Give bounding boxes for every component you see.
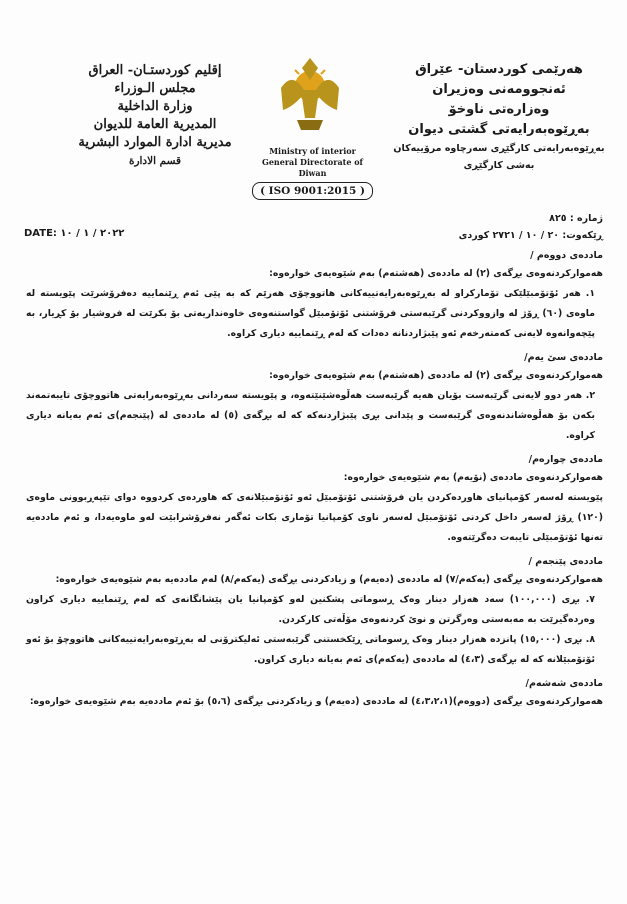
section-title: ماددەی دووەم / (530, 250, 603, 261)
arabic-letterhead (60, 62, 250, 170)
arabic-line: وزارة الداخلية (117, 99, 193, 114)
reference-number: ژمارە : ٨٢٥ (549, 213, 603, 224)
arabic-line: مجلس الـوزراء (114, 81, 196, 96)
kurdish-sub-line: بەڕێوەبەرایەتی کارگێڕی سەرچاوە مرۆییەکان (393, 143, 605, 154)
iso-badge: ( ISO 9001:2015 ) (252, 182, 373, 200)
kurdish-letterhead (389, 60, 609, 174)
arabic-line: إقليم كوردستـان- العراق (88, 63, 222, 78)
kurdish-line: بەڕێوەبەرایەتی گشتی دیوان (408, 122, 590, 137)
letterhead (0, 0, 627, 200)
arabic-line: قسم الادارة (128, 155, 182, 167)
section-title: ماددەی چوارەم/ (528, 454, 603, 465)
kurdish-sub-line: بەشی کارگێڕی (463, 160, 535, 171)
paragraph: ٧. بڕی (١٠٠,٠٠٠) سەد هەزار دینار وەک ڕسوماتی پشکنین لەو کۆمپانیا یان پێشانگانەی کە لەم ڕێنماییە دیاری کراون وەردەگیرێت بە مەبەستی وەرگرتن و نوێ کردنەوەی مۆڵەتی کارکردن. (26, 594, 595, 625)
english-line: General Directorate of Diwan (262, 157, 363, 178)
paragraph: ٨. بڕی (١٥,٠٠٠) پانزدە هەزار دینار وەک ڕسوماتی ڕێکخستنی گرێبەستی ئەلیکترۆنی لە بەڕێوەبەرایەتییەکانی هاتووچۆ بۆ ئەو ئۆتۆمبێلانە کە لە بڕگەی (٤،٣) لە ماددەی (یەکەم)ی ئەم بەیانە دیاری کراون. (26, 634, 595, 665)
kurdish-line: هەرێمی کوردستان- عێراق (415, 62, 583, 77)
arabic-line: مديرية ادارة الموارد البشرية (78, 135, 232, 150)
paragraph: هەموارکردنەوەی ماددەی (نۆیەم) بەم شێوەیەی خوارەوە: (343, 472, 603, 483)
paragraph: ١. هەر ئۆتۆمبێلێکی تۆمارکراو لە بەڕێوەبەرایەتییەکانی هاتووچۆی هەرێم کە بە پێی ئەم ڕێنماییە دەفرۆشرێت پێویستە لە ماوەی (٦٠) ڕۆژ لە وازووکردنی گرێبەستی فرۆشتنی ئۆتۆمبێل گواستنەوەی خاوەنداریەتی بۆ بکرێت لە فروشیار بۆ کڕیار، بە پێچەوانەوە لایەنی کەمتەرخەم ئەو پێبژاردنانە دەدات کە لەم ڕێنماییە دیاری کراوە. (26, 288, 595, 339)
kurdish-line: ئەنجوومەنی وەزیران (432, 82, 566, 97)
paragraph: هەموارکردنەوەی بڕگەی (٢) لە ماددەی (هەشتەم) بەم شێوەیەی خوارەوە: (269, 370, 603, 381)
paragraph: هەموارکردنەوەی بڕگەی (٢) لە ماددەی (هەشتەم) بەم شێوەیەی خوارەوە: (269, 268, 603, 279)
gregorian-date: DATE: ٢٠٢٢ / ١ / ١٠ (24, 228, 125, 239)
paragraph: هەموارکردنەوەی بڕگەی (دووەم)(٤،٣،٢،١) لە ماددەی (دەیەم) و زیادکردنی بڕگەی (٥،٦) بۆ ئەم ماددەیە بەم شێوەیەی خوارەوە: (29, 696, 603, 707)
paragraph: پێویستە لەسەر کۆمپانیای هاوردەکردن یان فرۆشتنی ئۆتۆمبێل ئەو ئۆتۆمبێلانەی کە هاوردەی کردووە دوای تێپەڕبوونی ماوەی (١٢٠) ڕۆژ لەسەر داخل کردنی ئۆتۆمبێل لەسەر ناوی کۆمپانیا تۆماری بکات ئەگەر نەفرۆشرابێت لەو ماوەیەدا، و ئەم ماددەیە تەنها ئۆتۆمبێلی تایبەت دەگرێتەوە. (26, 492, 603, 543)
english-letterhead (250, 146, 375, 200)
section-title: ماددەی شەشەم/ (525, 678, 603, 689)
kurdistan-emblem-icon (275, 50, 345, 140)
arabic-line: المديرية العامة للديوان (93, 117, 217, 132)
paragraph: هەموارکردنەوەی بڕگەی (یەکەم/٧) لە ماددەی (دەیەم) و زیادکردنی بڕگەی (یەکەم/٨) لەم ماددەیە بەم شێوەیەی خوارەوە: (55, 574, 603, 585)
kurdish-date: ڕێکەوت: ٢٠ / ١٠ / ٢٧٢١ کوردی (458, 230, 603, 241)
section-title: ماددەی پێنجەم / (528, 556, 603, 567)
section-title: ماددەی سێ یەم/ (524, 352, 603, 363)
paragraph: ٢. هەر دوو لایەنی گرێبەست بۆیان هەیە گرێبەست هەڵوەشێنێتەوە، و پێویستە سەردانی بەڕێوەبەرایەتی هاتووچۆی تایبەتمەند بکەن بۆ هەڵوەشاندنەوەی گرێبەست و پێدانی بڕی پێبژاردنەکە کە لە بڕگەی (٥) لە ماددەی لە (پێنجەم)ی ئەم بەیانە دیاری کراوە. (26, 390, 595, 441)
reference-block (459, 210, 603, 244)
kurdish-line: وەزارەتی ناوخۆ (448, 102, 550, 117)
english-line: Ministry of interior (269, 146, 356, 156)
document-body (26, 246, 603, 712)
